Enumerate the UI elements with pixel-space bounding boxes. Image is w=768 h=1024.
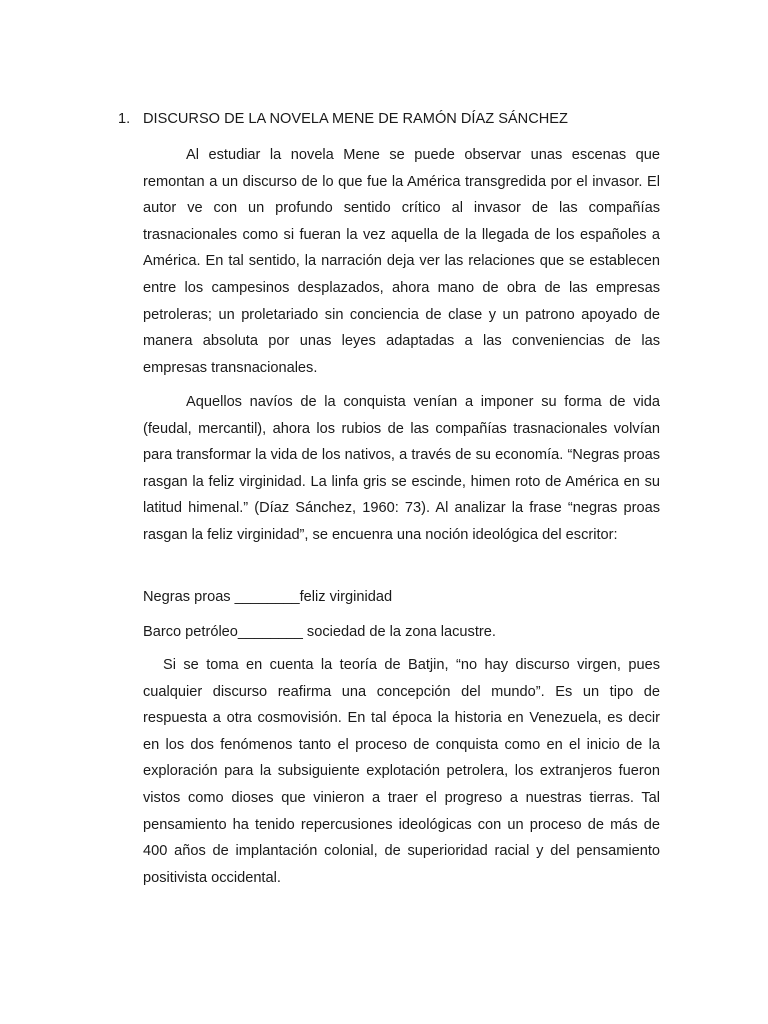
paragraph-intro: Al estudiar la novela Mene se puede observar unas escenas que remontan a un discurso de lo que fue la América transgredida por el invasor. El autor ve con un profundo sentido crítico al invasor de las compañías trasnacionales como si fueran la vez aquella de la llegada de los españoles a América. En tal sentido, la narración deja ver las relaciones que se establecen entre los campesinos desplazados, ahora mano de obra de las empresas petroleras; un proletariado sin conciencia de clase y un patrono apoyado de manera absoluta por unas leyes adaptadas a las conveniencias de las empresas transnacionales.	[143, 147, 660, 376]
paragraph-batjin: Si se toma en cuenta la teoría de Batjin, “no hay discurso virgen, pues cualquier discurso reafirma una concepción del mundo”. Es un tipo de respuesta a otra cosmovisión. En tal época la historia en Venezuela, es decir en los dos fenómenos tanto el proceso de conquista como en el inicio de la exploración para la subsiguiente explotación petrolera, los extranjeros fueron vistos como dioses que vinieron a traer el progreso a nuestras tierras. Tal pensamiento ha tenido repercusiones ideológicas con un proceso de más de 400 años de implantación colonial, de superioridad racial y del pensamiento positivista occidental.	[143, 657, 660, 886]
paragraph-conquest: Aquellos navíos de la conquista venían a imponer su forma de vida (feudal, mercantil), ahora los rubios de las compañías trasnacionales volvían para transformar la vida de los nativos, a través de su economía. “Negras proas rasgan la feliz virginidad. La linfa gris se escinde, himen roto de América en su latitud himenal.” (Díaz Sánchez, 1960: 73). Al analizar la frase “negras proas rasgan la feliz virginidad”, se encuenra una noción ideológica del escritor:	[143, 394, 660, 543]
section-heading	[118, 109, 678, 129]
section-number: 1.	[118, 111, 131, 127]
analogy-line-2: Barco petróleo________ sociedad de la zona lacustre.	[143, 624, 496, 640]
analogy-line-1: Negras proas ________feliz virginidad	[143, 589, 393, 605]
section-title: DISCURSO DE LA NOVELA MENE DE RAMÓN DÍAZ SÁNCHEZ	[143, 111, 568, 127]
